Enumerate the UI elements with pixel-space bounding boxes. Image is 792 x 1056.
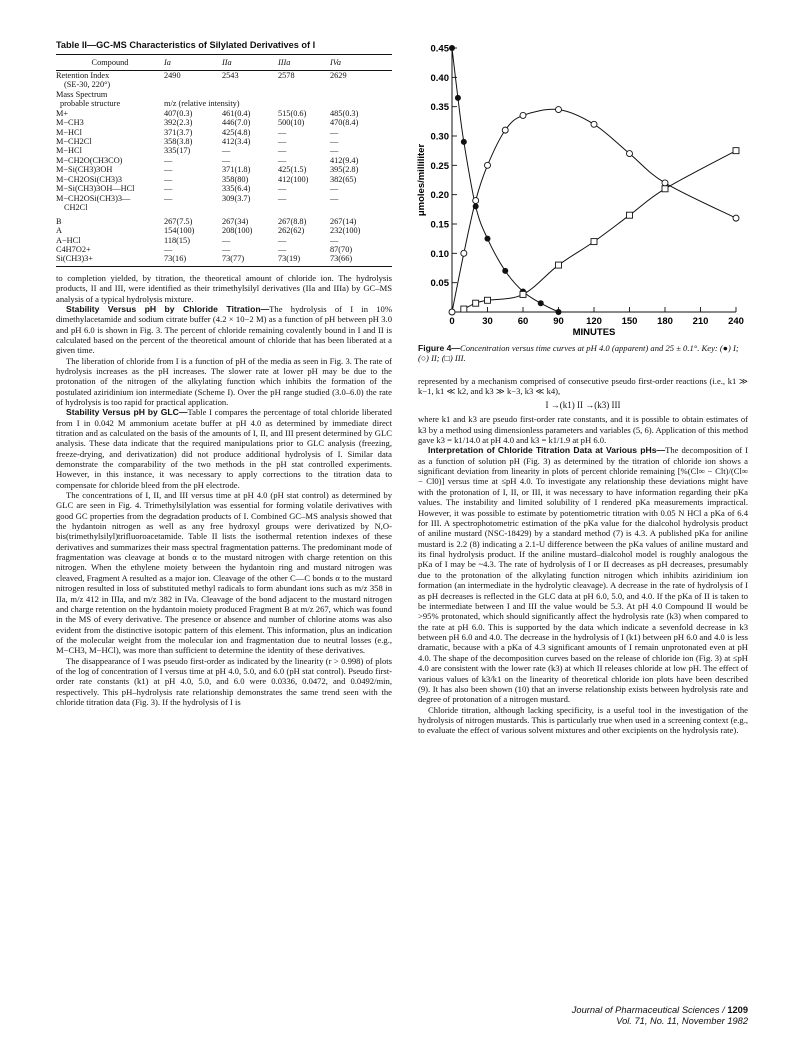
table-cell: — — [330, 184, 339, 194]
table-cell: probable structure — [60, 99, 121, 109]
data-point-I — [502, 268, 508, 274]
table-cell: — — [222, 155, 231, 165]
paragraph: represented by a mechanism comprised of consecutive pseudo first-order reactions (i.e., k1 ≫ k−1, k1 ≪ k2, and k3 ≫ k−3, k3 ≪ k4), — [418, 376, 748, 397]
data-point-II — [502, 127, 508, 133]
table-cell — [164, 90, 222, 99]
table-cell — [278, 203, 330, 212]
right-body-text — [418, 376, 748, 736]
table-cell: 461(0.4) — [222, 108, 251, 118]
table-cell — [330, 80, 392, 89]
data-point-III — [662, 186, 668, 192]
table-cell: 515(0.6) — [278, 108, 307, 118]
y-tick-label: 0.05 — [430, 278, 449, 290]
table-row — [56, 203, 392, 212]
data-point-III — [461, 306, 467, 312]
paragraph-text: to completion yielded, by titration, the theoretical amount of chloride ion. The hydrolysis products, II and III, were identified as their trimethylsilyl derivatives (IIa and IIIa) by GC–MS analysis of a typical hydrolysis mixture. — [56, 272, 392, 304]
table-row — [56, 254, 392, 266]
table-cell: — — [164, 184, 173, 194]
x-tick-label: 30 — [482, 316, 493, 327]
paragraph-text: Table I compares the percentage of total chloride liberated from I in 0.042 M ammonium acetate buffer at pH 4.0 as determined by immediate direct titration and as calculated on the basis of the amounts of I, II, and III present determined by GLC analysis. These data indicate that the required manipulations prior to GLC analysis (freezing, freeze-drying, and derivatization) did not produce additional hydrolysis of I. Similar data demonstrate the comparability of the two methods in the pH stat controlled experiments. However, in this instance, it was necessary to apply corrections to the titration data to compensate for chloride bleed from the pH electrode. — [56, 407, 392, 490]
table-cell: 335(6.4) — [222, 184, 251, 194]
table-cell: 382(65) — [330, 174, 357, 184]
caption-text: Concentration versus time curves at pH 4.0 (apparent) and 25 ± 0.1°. Key: (●) I; (○) II; (□) III. — [418, 343, 739, 364]
data-point-I — [449, 45, 455, 51]
table-cell: — — [278, 193, 287, 203]
table-cell: 267(7.5) — [164, 216, 193, 226]
data-point-II — [449, 309, 455, 315]
table-cell: 425(1.5) — [278, 165, 307, 175]
table-row — [56, 156, 392, 165]
table-cell: M−HCl — [56, 146, 82, 156]
table-cell: — — [330, 193, 339, 203]
page-number: 1209 — [727, 1005, 748, 1015]
table-cell: M−HCl — [56, 127, 82, 137]
table-cell: m/z (relative intensity) — [164, 99, 240, 109]
paragraph-text: The disappearance of I was pseudo first-order as indicated by the linearity (r > 0.998) of plots of the log of concentration of I versus time at pH 4.0, 5.0, and 6.0 (pH stat control). Pseudo first-order rate constants (k1) at pH 4.0, 5.0, and 6.0 were 0.0336, 0.0472, and 0.0492/min, respectively. This pH–hydrolysis rate relationship demonstrates the same trend seen with the chloride titration data (Fig. 3). If the hydrolysis of I is — [56, 655, 392, 707]
data-point-III — [591, 239, 597, 245]
paragraph — [56, 273, 392, 304]
page-footer — [560, 1005, 748, 1027]
table-cell: — — [164, 155, 173, 165]
paragraph-text: Chloride titration, although lacking specificity, is a useful tool in the investigation of the hydrolysis of nitrogen mustards. This is particularly true when used in a screening context (e.g., to evaluate the effect of various solvent mixtures and other excipients on the hydrolysis rate). — [418, 704, 748, 736]
table-cell: — — [222, 244, 231, 254]
table-cell: 154(100) — [164, 226, 195, 236]
x-tick-label: 180 — [657, 316, 673, 327]
table-cell: 73(16) — [164, 254, 222, 266]
table-cell: 118(15) — [164, 235, 190, 245]
x-tick-label: 120 — [586, 316, 602, 327]
figure-caption — [418, 343, 748, 364]
right-paragraphs — [418, 414, 748, 736]
caption-label: Figure 4— — [418, 343, 461, 353]
table-cell: C4H7O2+ — [56, 244, 91, 254]
data-point-II — [520, 112, 526, 118]
table-cell — [222, 90, 278, 99]
y-tick-label: 0.10 — [430, 248, 449, 260]
table-cell: — — [278, 136, 287, 146]
table-cell: 262(62) — [278, 226, 305, 236]
table-row — [56, 194, 392, 203]
table-cell: Si(CH3)3+ — [56, 254, 164, 266]
series-III-line — [464, 151, 736, 309]
data-point-III — [556, 262, 562, 268]
table-cell: (SE-30, 220°) — [64, 80, 111, 90]
table-cell: — — [330, 146, 339, 156]
data-point-II — [662, 180, 668, 186]
table-cell — [164, 80, 222, 89]
journal-issue: Vol. 71, No. 11, November 1982 — [616, 1016, 748, 1026]
table-cell: — — [164, 193, 173, 203]
table-cell: — — [278, 244, 287, 254]
table-header-cell: IIIa — [278, 55, 330, 70]
paragraph-heading: Stability Versus pH by GLC— — [66, 407, 188, 418]
table-cell: 2578 — [278, 70, 295, 80]
table-cell: 2629 — [330, 70, 347, 80]
table-cell: 470(8.4) — [330, 118, 359, 128]
data-point-II — [591, 121, 597, 127]
y-tick-label: 0.15 — [430, 219, 449, 231]
y-tick-label: 0.40 — [430, 72, 449, 84]
table-header-cell: IIa — [222, 55, 278, 70]
table-cell: 407(0.3) — [164, 108, 193, 118]
table-cell: 309(3.7) — [222, 193, 251, 203]
data-point-III — [473, 300, 479, 306]
table-cell: M+ — [56, 108, 69, 118]
table-cell: — — [278, 235, 287, 245]
table-title: Table II—GC-MS Characteristics of Silylated Derivatives of I — [56, 40, 316, 50]
table-cell: 371(3.7) — [164, 127, 193, 137]
table-cell — [330, 203, 392, 212]
table-row — [56, 175, 392, 184]
table-cell: — — [222, 146, 231, 156]
table-cell: — — [278, 184, 287, 194]
table-cell: 485(0.3) — [330, 108, 359, 118]
data-point-III — [485, 297, 491, 303]
table-row — [56, 109, 392, 118]
table-cell: 358(3.8) — [164, 136, 193, 146]
paragraph — [56, 656, 392, 708]
series-II-line — [452, 109, 736, 312]
table-cell: 412(100) — [278, 174, 309, 184]
table-header-row — [56, 55, 392, 70]
reaction-scheme: I →(k1) II →(k3) III — [545, 399, 621, 410]
table-cell: 267(8.8) — [278, 216, 307, 226]
table-cell: M−CH2OSi(CH3)3— — [56, 193, 131, 203]
x-axis-label: MINUTES — [572, 327, 616, 338]
table-cell: 392(2.3) — [164, 118, 193, 128]
data-point-II — [733, 215, 739, 221]
data-point-I — [455, 95, 461, 101]
paragraph-text: The liberation of chloride from I is a function of pH of the media as seen in Fig. 3. The rate of hydrolysis increases as the pH increases. The slower rate at lower pH may be due to the protonation of the nitrogen of the alkylating function which inhibits the formation of the postulated aziridinium ion intermediate (Scheme I). Over the pH range studied (3.0–6.0) the rate of hydrolysis is too rapid for practical application. — [56, 355, 392, 407]
table-cell: — — [164, 244, 173, 254]
table-row — [56, 90, 392, 99]
data-point-II — [627, 151, 633, 157]
y-tick-label: 0.20 — [430, 190, 449, 202]
table-cell: 395(2.8) — [330, 165, 359, 175]
table-body — [56, 70, 392, 266]
table-cell: CH2Cl — [64, 203, 88, 213]
paragraph — [56, 490, 392, 656]
journal-name: Journal of Pharmaceutical Sciences / — [571, 1005, 728, 1015]
paragraph — [418, 705, 748, 736]
data-point-II — [556, 107, 562, 113]
table-cell: A−HCl — [56, 235, 81, 245]
table-row — [56, 184, 392, 193]
paragraph — [56, 304, 392, 356]
y-axis-label: μmoles/milliliter — [416, 143, 427, 217]
gcms-table — [56, 54, 392, 267]
table-cell: 73(66) — [330, 254, 392, 266]
table-cell: 335(17) — [164, 146, 191, 156]
table-row — [56, 245, 392, 254]
table-cell: A — [56, 226, 62, 236]
x-tick-label: 210 — [692, 316, 709, 327]
paragraph-heading: Stability Versus pH by Chloride Titration— — [66, 303, 270, 314]
table-cell: — — [278, 127, 287, 137]
y-tick-label: 0.45 — [430, 43, 449, 55]
paragraph — [56, 356, 392, 408]
paragraph — [418, 445, 748, 704]
data-point-III — [733, 148, 739, 154]
y-tick-label: 0.30 — [430, 131, 449, 143]
table-cell: 412(9.4) — [330, 155, 359, 165]
table-row — [56, 213, 392, 226]
table-cell: 371(1.8) — [222, 165, 251, 175]
data-point-I — [556, 309, 562, 315]
table-row — [56, 165, 392, 174]
paragraph — [418, 414, 748, 445]
paragraph-text: The concentrations of I, II, and III versus time at pH 4.0 (pH stat control) as determined by GLC are seen in Fig. 4. Trimethylsilylation was essential for forming volatile derivatives with good GC properties from the degradation products of I. Combined GC–MS analysis showed that the hydantoin nitrogen as well as any free hydroxyl groups were derivatized by N,O-bis(trimethylsilyl)trifluoroacetamide. Table II lists the isothermal retention indexes of these derivatives and summarizes their mass spectral fragmentation patterns. The predominant mode of fragmentation was cleavage at bonds α to the mustard nitrogen with charge retention on this nitrogen. When the ethylene moiety between the hydantoin ring and mustard nitrogen was cleaved, Fragment A resulted as a major ion. Cleavage of the other C—C bonds α to the mustard nitrogen resulted in loss of substituted methyl radicals to form abundant ions such as m/z 358 in IIa, m/z 412 in IIIa, and m/z 382 in IVa. Cleavage of the bond adjacent to the mustard nitrogen and charge retention on the hydantoin moiety produced Fragment B at m/z 267, which was found in the MS of every derivative. The presence or absence and number of chlorine atoms was also evident from the distinctive isotopic pattern of this element. This information, plus an indication of the molecular weight from the molecular ion and fragmentation due to neutral losses (e.g., M−CH3, M−HCl), was more than sufficient to determine the identity of these derivatives. — [56, 490, 392, 656]
left-column — [56, 40, 392, 707]
figure-4-chart — [418, 40, 748, 340]
table-cell: 208(100) — [222, 226, 253, 236]
table-cell: 500(10) — [278, 118, 305, 128]
table-header-cell: Ia — [164, 55, 222, 70]
table-cell: 412(3.4) — [222, 136, 251, 146]
table-cell: 87(70) — [330, 244, 353, 254]
paragraph — [56, 407, 392, 490]
left-body-text — [56, 273, 392, 707]
data-point-I — [461, 139, 467, 145]
table-row — [56, 70, 392, 80]
table-cell: 2543 — [222, 70, 239, 80]
x-tick-label: 90 — [553, 316, 564, 327]
table-cell — [278, 80, 330, 89]
table-row — [56, 99, 392, 108]
table-cell: B — [56, 216, 62, 226]
table-cell: M−Si(CH3)3OH—HCl — [56, 184, 135, 194]
data-point-I — [485, 236, 491, 242]
table-cell: M−CH2OSi(CH3)3 — [56, 174, 122, 184]
table-cell: — — [330, 136, 339, 146]
table-row — [56, 80, 392, 89]
table-cell: Retention Index — [56, 70, 110, 80]
table-cell — [164, 203, 222, 212]
paragraph-text: where k1 and k3 are pseudo first-order rate constants, and it is possible to obtain estimates of k3 by a method using dimensionless parameters and variables (5, 6). Application of this method gave k3 = k1/14.0 at pH 4.0 and k3 = k1/1.9 at pH 6.0. — [418, 414, 748, 445]
table-cell: 232(100) — [330, 226, 361, 236]
table-cell: — — [278, 146, 287, 156]
data-point-III — [520, 291, 526, 297]
table-cell: 73(77) — [222, 254, 278, 266]
table-header-cell: IVa — [330, 55, 392, 70]
table-row — [56, 128, 392, 137]
x-tick-label: 0 — [449, 316, 455, 327]
table-cell: Mass Spectrum — [56, 89, 108, 99]
table-row — [56, 137, 392, 146]
table-cell: 73(19) — [278, 254, 330, 266]
paragraph-text: The hydrolysis of I in 10% dimethylacetamide and sodium citrate buffer (4.2 × 10−2 M) as a function of pH between pH 3.0 and pH 6.0 is shown in Fig. 3. The percent of chloride remaining covalently bound in I and II is calculated based on the percent of the theoretical amount of chloride that has been liberated at a given time. — [56, 303, 393, 356]
x-tick-label: 60 — [517, 316, 529, 327]
data-point-III — [627, 212, 633, 218]
table-cell: M−CH2Cl — [56, 136, 92, 146]
x-tick-label: 240 — [728, 316, 744, 327]
table-row — [56, 118, 392, 127]
data-point-II — [473, 198, 479, 204]
table-cell: — — [330, 235, 339, 245]
table-cell: 267(14) — [330, 216, 357, 226]
table-cell: 2490 — [164, 70, 181, 80]
table-cell: — — [222, 235, 231, 245]
table-cell: 267(34) — [222, 216, 249, 226]
data-point-II — [485, 162, 491, 168]
table-row — [56, 236, 392, 245]
table-cell: 446(7.0) — [222, 118, 251, 128]
table-cell: M−Si(CH3)3OH — [56, 165, 113, 175]
table-row — [56, 226, 392, 235]
paragraph-heading: Interpretation of Chloride Titration Data at Various pHs— — [428, 445, 666, 456]
table-cell: — — [278, 155, 287, 165]
y-tick-label: 0.35 — [430, 102, 449, 114]
paragraph-text: The decomposition of I as a function of solution pH (Fig. 3) as determined by the titration of chloride ion shows a significant deviation from linearity in plots of percent chloride remaining [%(Cl∞ − Clt)/(Cl∞ − Cl0)] versus time at ≤pH 4.0. To investigate any relationship these deviations might have with the protonation of I, II, or III, it was necessary to have information regarding their pKa values. The instability and limited solubility of I rendered pKa measurements impractical. However, it was possible to estimate by potentiometric titration with 0.05 N HCl a pKa of 6.4 for III. A spectrophotometric estimation of the pKa value for the dialcohol hydrolysis product of aniline mustard (NSC-18429) by a standard method (7) is 4.3. A published pKa for aniline mustard is 2.2 (8) indicating a 2.1-U difference between the pKa values of aniline mustard and its final hydrolysis product. If the aniline mustard–dialcohol model is roughly analogous the pKa of I may be ~4.3. The rate of hydrolysis of I or II decreases as pH decreases, presumably due to the protonation of the alkylating function nitrogen which inhibits aziridinium ion formation (an intermediate in the hydrolytic cleavage). A decrease in the rate of hydrolysis of I as pH decreases is reflected in the GLC data at pH 6.0, 5.0, and 4.0. If the pKa of II is taken to be intermediate between I and III the value would be 5.3. At pH 4.0 Compound II would be >95% protonated, which should significantly affect the hydrolysis rate (k3) when compared to the rate at pH 6.0. This is supported by the data which indicate a sevenfold decrease in k3 between pH 6.0 and 4.0. The decrease in the hydrolysis of I (k1) between pH 6.0 and 4.0 is less dramatic, because with a pKa of 4.3 significant amounts of I remain unprotonated even at pH 4.0. The shape of the decomposition curves based on the release of chloride ion (Fig. 3) at ≤pH 4.0 are consistent with the lower rate (k3) at which II releases chloride at low pH. The effect of various values of k3/k1 on the linearity of theoretical chloride ion plots have been described (9). It has also been shown (10) that an inverse relationship exists between hydrolysis rate and degree of protonation of a nitrogen mustard. — [418, 445, 748, 705]
x-tick-label: 150 — [621, 316, 638, 327]
table-row — [56, 146, 392, 155]
table-cell: — — [330, 127, 339, 137]
table-cell — [330, 90, 392, 99]
table-header-cell: Compound — [56, 55, 164, 70]
table-cell — [222, 80, 278, 89]
table-cell: — — [164, 174, 173, 184]
data-point-II — [461, 250, 467, 256]
data-point-I — [538, 300, 544, 306]
table-cell: M−CH3 — [56, 118, 84, 128]
table-cell — [278, 90, 330, 99]
table-cell: 425(4.8) — [222, 127, 251, 137]
table-cell — [222, 203, 278, 212]
table-cell: M−CH2O(CH3CO) — [56, 155, 123, 165]
table-cell: 358(80) — [222, 174, 249, 184]
y-tick-label: 0.25 — [430, 160, 449, 172]
table-cell: — — [164, 165, 173, 175]
